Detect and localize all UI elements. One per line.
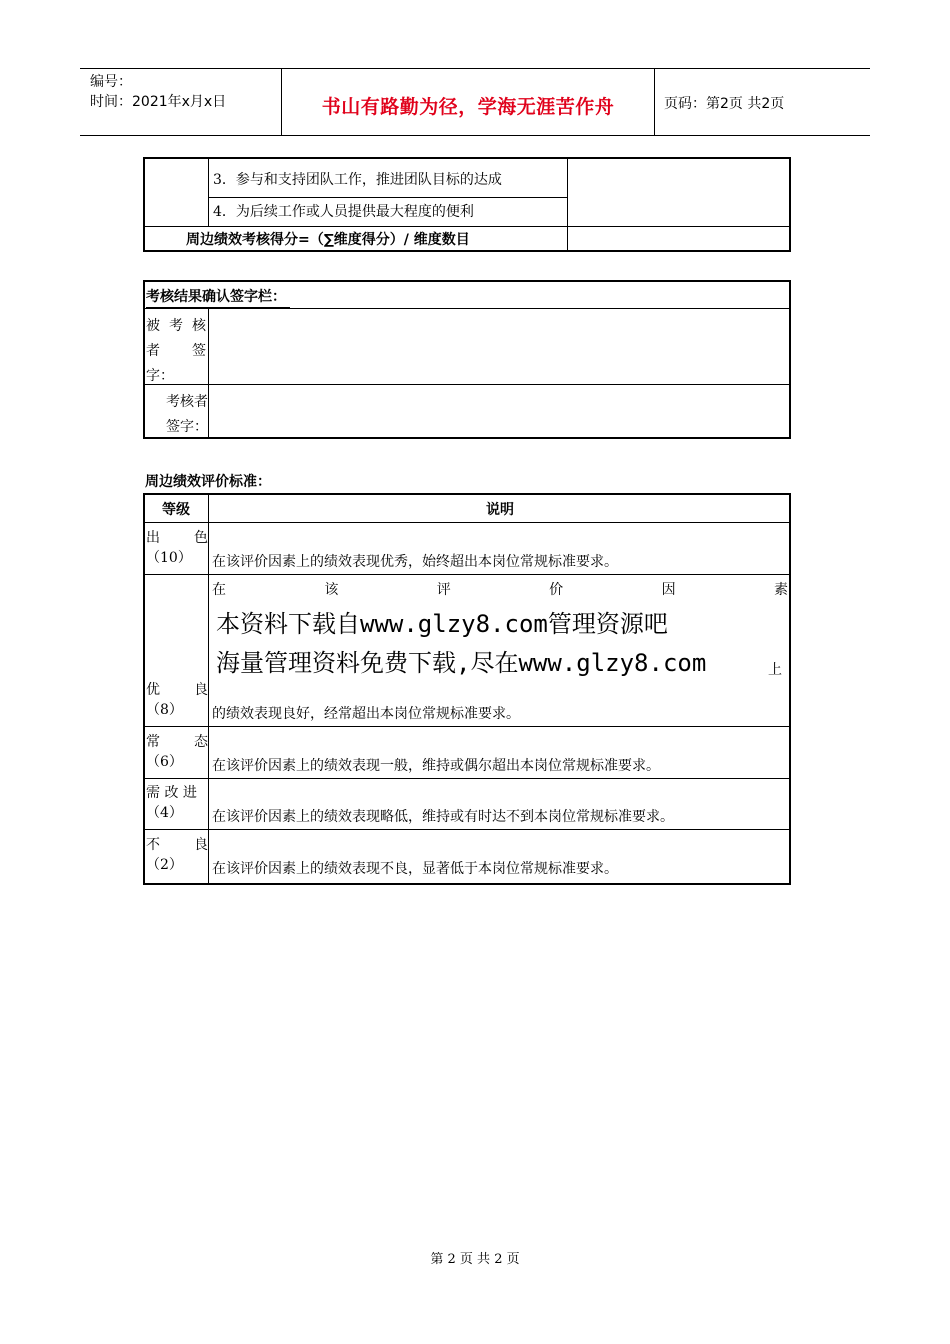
grade-excellent-description: 在该评价因素上的绩效表现优秀，始终超出本岗位常规标准要求。 (212, 554, 618, 570)
grade-good-desc-char: 因 (661, 582, 676, 598)
standard-row-divider-1 (144, 574, 790, 575)
signature-title-divider (144, 308, 790, 309)
assessor-signature-label (156, 390, 208, 440)
grade-excellent (146, 528, 208, 568)
header-bottom-rule (80, 135, 870, 136)
grade-poor-score: （2） (146, 857, 183, 873)
table1-item-3: 3．参与和支持团队工作，推进团队目标的达成 (213, 172, 502, 188)
grade-excellent-char-2: 色 (194, 530, 208, 546)
table1-formula: 周边绩效考核得分=（∑维度得分）/ 维度数目 (186, 232, 470, 248)
assessee-label-line-1: 被 考 核 (146, 318, 206, 334)
grade-needs-improvement-score: （4） (146, 805, 183, 821)
grade-excellent-score: （10） (146, 550, 192, 566)
signature-row-divider (144, 384, 790, 385)
grade-needs-improvement-label: 需 改 进 (146, 785, 197, 801)
signature-col-divider (208, 308, 209, 438)
grade-needs-improvement (146, 783, 208, 823)
grade-poor (146, 835, 208, 875)
column-header-description: 说明 (486, 502, 514, 518)
assessor-signature-field[interactable] (210, 386, 788, 437)
signature-title: 考核结果确认签字栏： (146, 287, 290, 308)
standard-row-divider-2 (144, 726, 790, 727)
table1-row-divider (208, 197, 568, 198)
header-motto: 书山有路勤为径，学海无涯苦作舟 (321, 96, 615, 118)
standard-row-divider-3 (144, 778, 790, 779)
watermark-line-2: 海量管理资料免费下载,尽在www.glzy8.com (216, 649, 707, 677)
grade-normal-char-2: 态 (194, 734, 208, 750)
assessee-label-line-3: 字： (146, 368, 174, 384)
grade-good-char-2: 良 (194, 682, 208, 698)
grade-good-desc-char: 价 (549, 582, 564, 598)
document-time-label: 时间：2021年x月x日 (90, 94, 227, 110)
grade-normal (146, 732, 208, 772)
grade-good-score: （8） (146, 702, 183, 718)
grade-good-desc-char: 评 (436, 582, 451, 598)
column-header-grade: 等级 (162, 502, 190, 518)
table1-item-4: 4．为后续工作或人员提供最大程度的便利 (213, 204, 474, 220)
grade-poor-description: 在该评价因素上的绩效表现不良，显著低于本岗位常规标准要求。 (212, 861, 618, 877)
standard-header-divider (144, 522, 790, 523)
grade-normal-char-1: 常 (146, 734, 160, 750)
grade-good-description: 的绩效表现良好，经常超出本岗位常规标准要求。 (212, 706, 520, 722)
header-page-info: 页码：第2页 共2页 (664, 96, 785, 112)
grade-good-description-top (212, 580, 788, 600)
standard-col-divider (208, 494, 209, 884)
assessee-signature-field[interactable] (210, 310, 788, 382)
grade-good-desc-side: 上 (768, 662, 782, 678)
table1-formula-divider (144, 226, 790, 227)
grade-poor-char-1: 不 (146, 837, 160, 853)
standard-row-divider-4 (144, 829, 790, 830)
document-number-label: 编号： (90, 74, 132, 90)
grade-poor-char-2: 良 (194, 837, 208, 853)
watermark-line-1: 本资料下载自www.glzy8.com管理资源吧 (216, 610, 668, 638)
grade-needs-improvement-description: 在该评价因素上的绩效表现略低，维持或有时达不到本岗位常规标准要求。 (212, 809, 674, 825)
grade-excellent-char-1: 出 (146, 530, 160, 546)
grade-good-desc-char: 素 (773, 582, 788, 598)
assessee-label-line-2: 者 签 (146, 343, 206, 359)
header-meta (90, 72, 226, 112)
standard-title: 周边绩效评价标准： (145, 474, 271, 490)
header-top-rule (80, 68, 870, 69)
grade-good-desc-char: 该 (324, 582, 339, 598)
assessee-signature-label (146, 314, 206, 389)
assessor-label-line-1: 考核者 (166, 394, 208, 410)
grade-good (146, 680, 208, 720)
header-divider-right (654, 68, 655, 136)
grade-normal-description: 在该评价因素上的绩效表现一般，维持或偶尔超出本岗位常规标准要求。 (212, 758, 660, 774)
grade-good-char-1: 优 (146, 682, 160, 698)
page-footer: 第 2 页 共 2 页 (430, 1252, 520, 1267)
table1-col-divider-b (567, 158, 568, 251)
assessor-label-line-2: 签字： (166, 419, 208, 435)
grade-good-desc-char: 在 (212, 582, 226, 598)
grade-normal-score: （6） (146, 754, 183, 770)
table1-col-divider-a (208, 158, 209, 226)
